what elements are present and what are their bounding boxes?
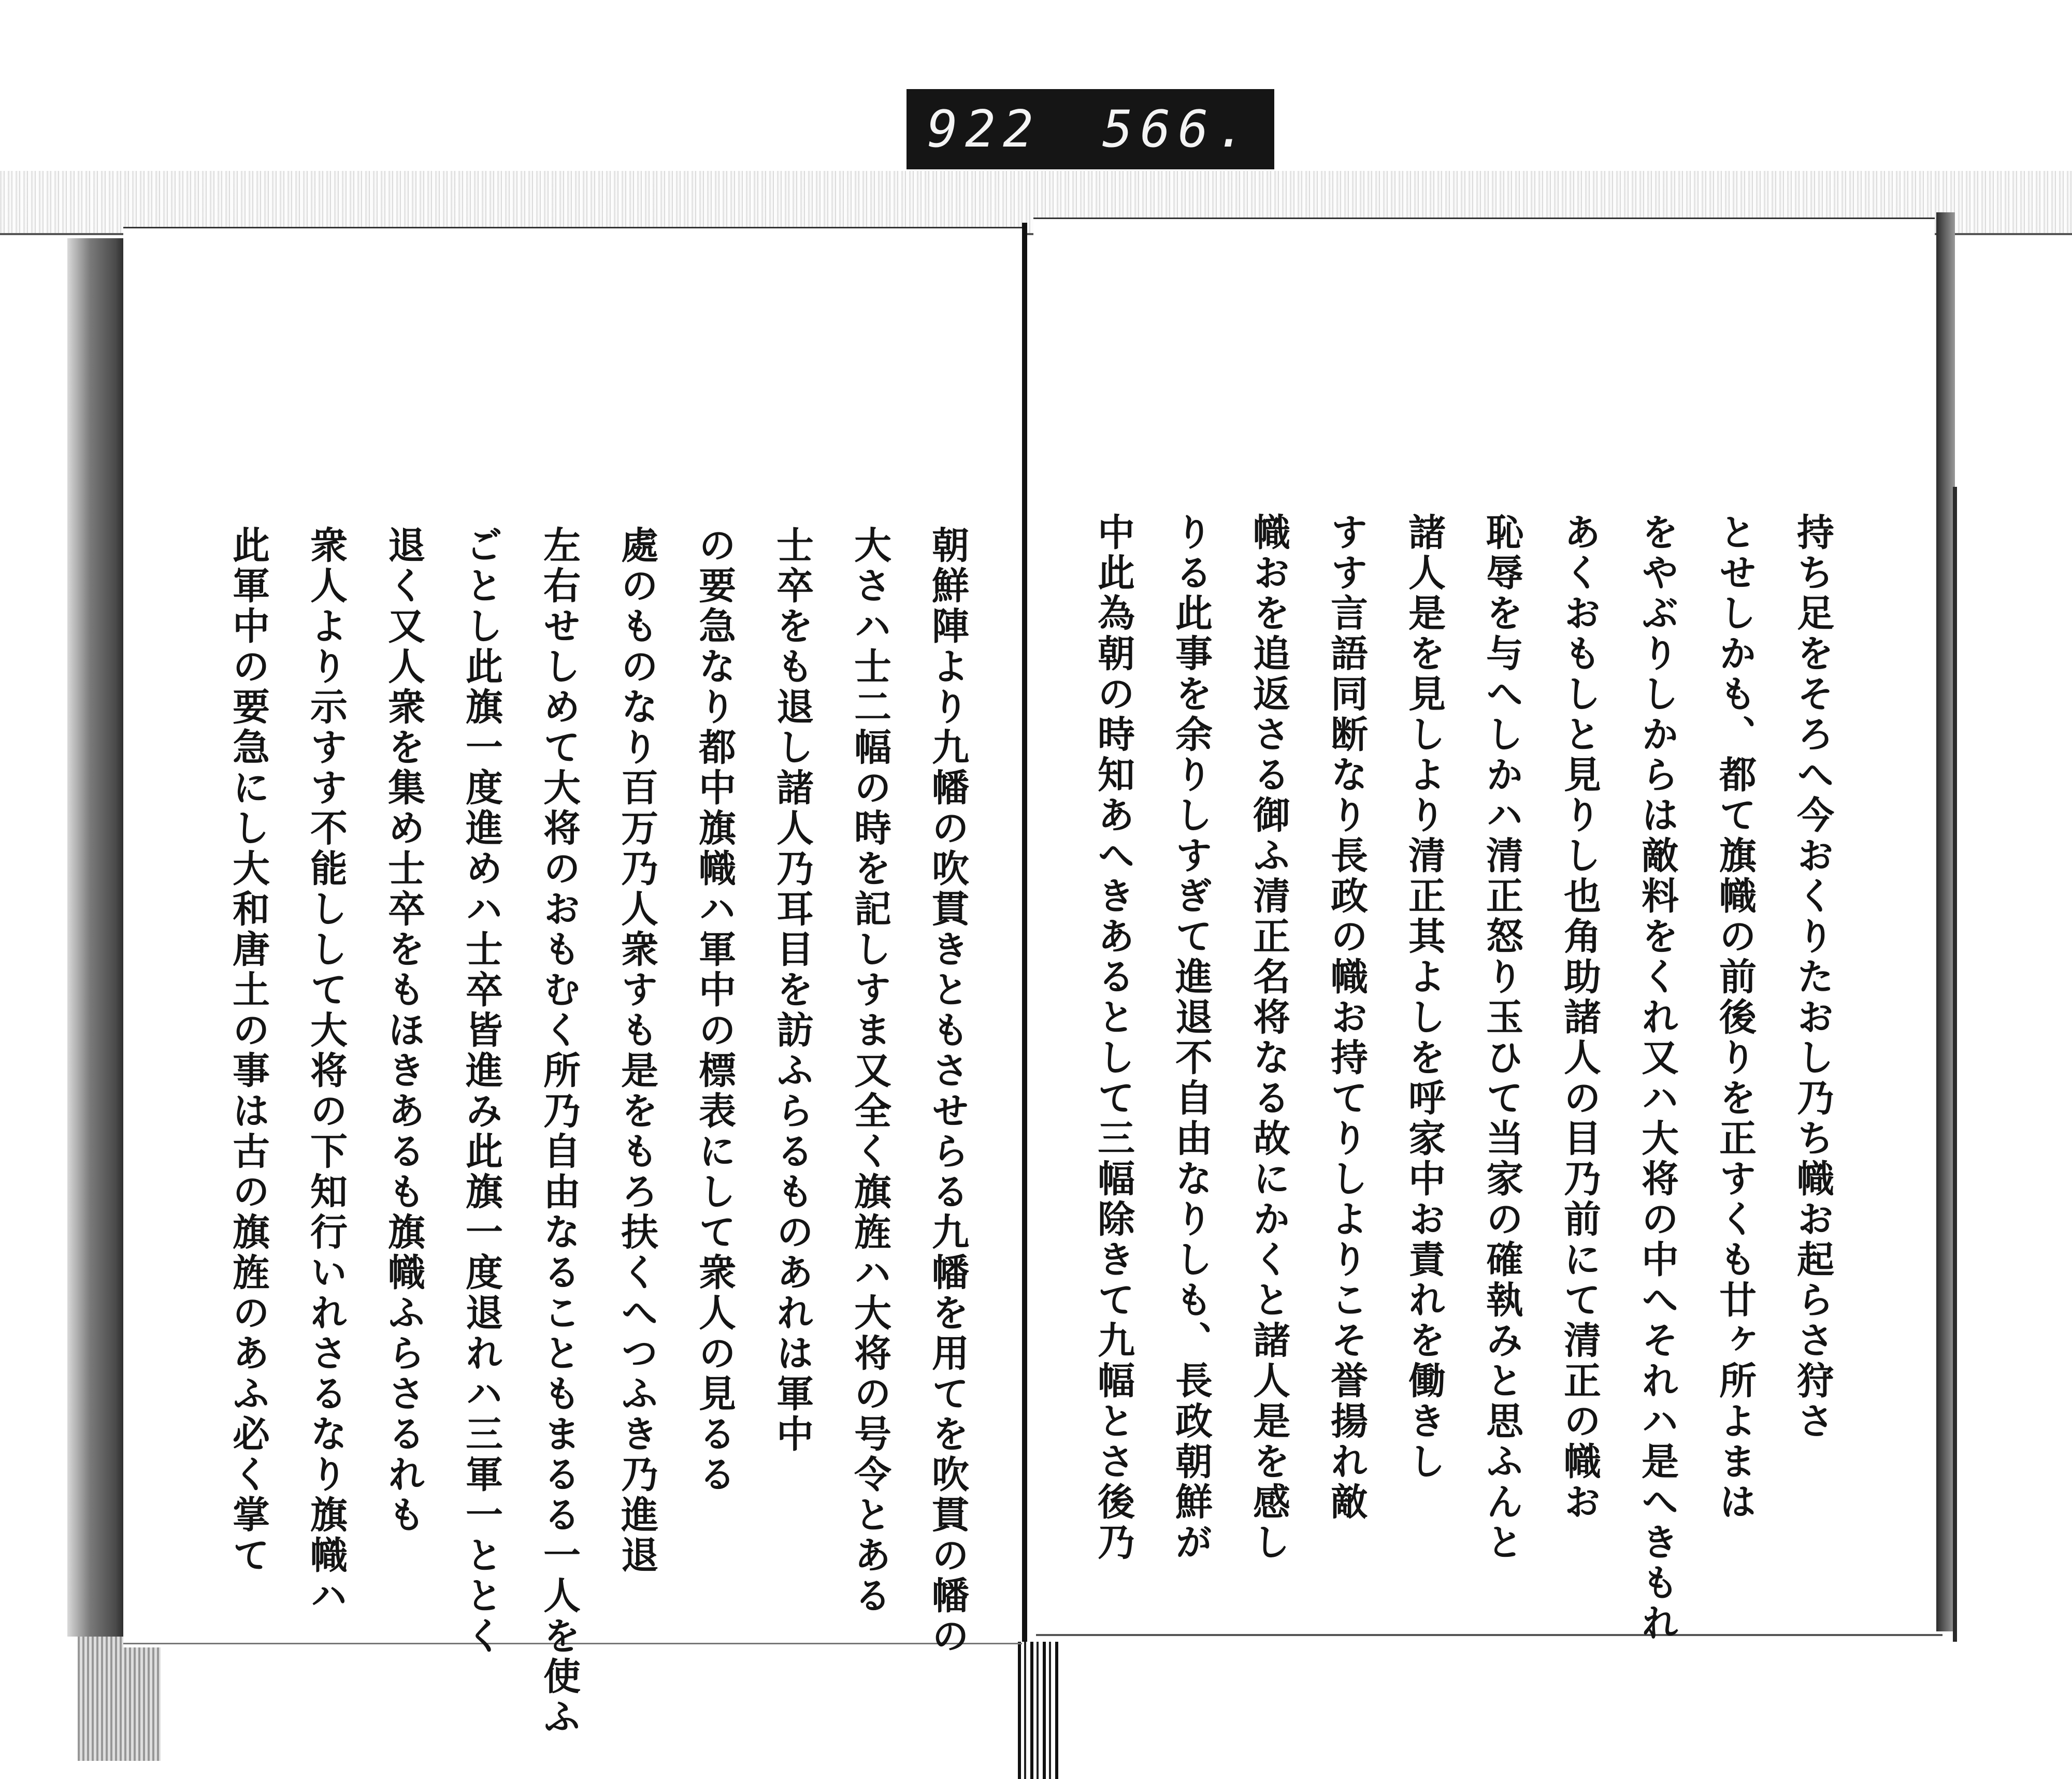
right-page-column-4: あくおもしと見りし也角助諸人の目乃前にて清正の幟お xyxy=(1558,513,1602,1523)
left-page-column-6: 左右せしめて大将のおもむく所乃自由なることもまるる一人を使ふ xyxy=(537,526,581,1738)
right-page-column-5: 恥辱を与へしかハ清正怒り玉ひて当家の確執みと思ふんと xyxy=(1480,513,1524,1563)
right-page-column-8: 幟おを追返さる御ふ清正名将なる故にかくと諸人是を感し xyxy=(1247,513,1291,1563)
left-book-edge xyxy=(67,238,124,1637)
right-page-column-7: すす言語同断なり長政の幟お持てりしよりこそ誉揚れ敵 xyxy=(1325,513,1369,1523)
right-page-column-1: 持ち足をそろへ今おくりたおし乃ち幟お起らさ狩さ xyxy=(1791,513,1835,1442)
right-page-column-2: とせしかも、都て旗幟の前後りを正すくも廿ヶ所よまは xyxy=(1713,513,1757,1523)
left-page-column-5: 處のものなり百万乃人衆すも是をもろ扶くへつふき乃進退 xyxy=(615,526,659,1576)
book-gutter xyxy=(1022,223,1027,1657)
left-page-column-9: 衆人より示すす不能しして大将の下知行いれさるなり旗幟ハ xyxy=(304,526,348,1616)
right-page-bottom-edge xyxy=(1036,1634,1942,1636)
left-page-column-2: 大さハ士二幅の時を記しすま又全く旗旌ハ大将の号令とある xyxy=(848,526,892,1616)
right-edge-line xyxy=(1953,487,1957,1642)
left-page-column-8: 退く又人衆を集め士卒をもほきあるも旗幟ふらさるれも xyxy=(382,526,426,1536)
right-page-column-10: 中此為朝の時知あへきあるとして三幅除きて九幅とさ後乃 xyxy=(1091,513,1135,1563)
right-page-column-6: 諸人是を見しより清正其よしを呼家中お責れを働きし xyxy=(1402,513,1446,1482)
left-page-column-3: 士卒をも退し諸人乃耳目を訪ふらるものあれは軍中 xyxy=(770,526,814,1455)
left-page-column-10: 此軍中の要急にし大和唐土の事は古の旗旌のあふ必く掌て xyxy=(226,526,270,1576)
left-page-stack xyxy=(78,1637,161,1761)
left-page-column-7: ごとし此旗一度進めハ士卒皆進み此旗一度退れハ三軍一ととく xyxy=(459,526,503,1657)
left-page-column-1: 朝鮮陣より九幡の吹貫きともさせらる九幡を用てを吹貫の幡の xyxy=(926,526,970,1657)
gutter-page-stack xyxy=(1018,1642,1059,1779)
right-page-column-3: をやぶりしからは敵料をくれ又ハ大将の中へそれハ是へきもれ xyxy=(1635,513,1679,1644)
reel-label xyxy=(906,89,1274,169)
reel-number: 922 xyxy=(927,99,1041,159)
right-book-edge xyxy=(1936,212,1955,1631)
right-page-column-9: りる此事を余りしすぎて進退不自由なりしも、長政朝鮮が xyxy=(1169,513,1213,1563)
left-page-column-4: の要急なり都中旗幟ハ軍中の標表にして衆人の見るる xyxy=(693,526,737,1495)
frame-number: 566. xyxy=(1102,99,1254,159)
